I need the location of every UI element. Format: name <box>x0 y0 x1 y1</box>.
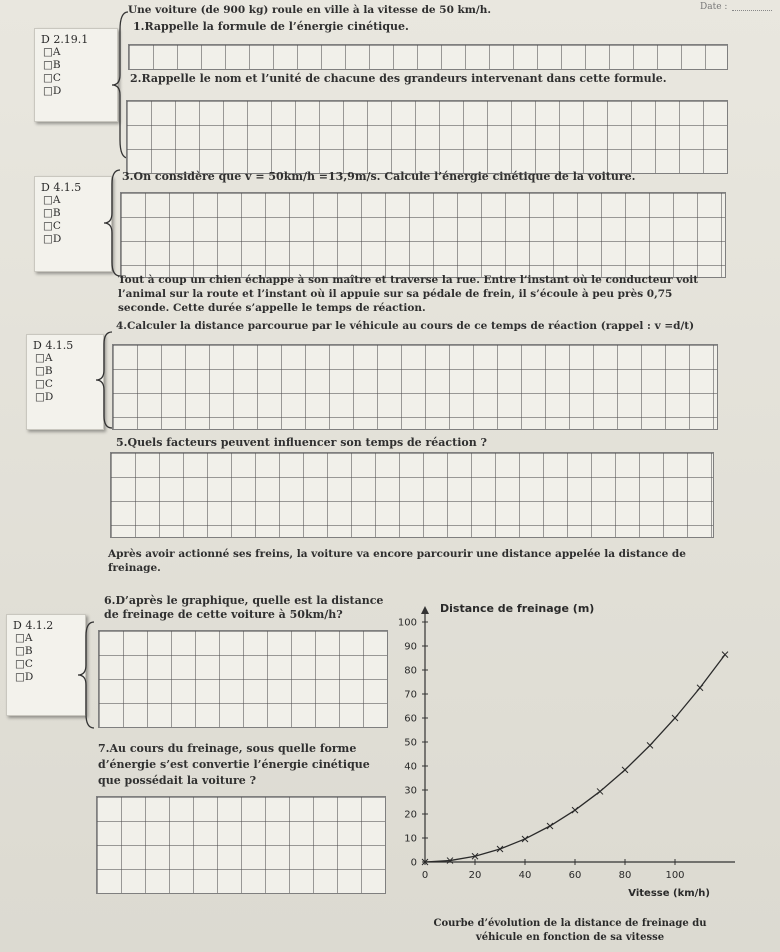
question-7-line-1: 7.Au cours du freinage, sous quelle forme <box>98 742 357 755</box>
y-tick-label: 50 <box>404 737 417 749</box>
data-point-marker <box>622 767 628 773</box>
question-5: 5.Quels facteurs peuvent influencer son temps de réaction ? <box>116 436 487 449</box>
data-point-marker <box>647 742 653 748</box>
checkbox-a[interactable]: □A <box>43 46 61 58</box>
paragraph-line-1: Tout à coup un chien échappe à son maître et traverse la rue. Entre l’instant où le conducteur voit <box>118 274 699 286</box>
checkbox-d[interactable]: □D <box>43 85 62 97</box>
skill-box-3 <box>26 334 104 430</box>
braking-curve <box>425 655 725 862</box>
question-7-line-3: que possédait la voiture ? <box>98 774 257 787</box>
y-tick-label: 0 <box>410 857 417 869</box>
y-tick-label: 60 <box>404 713 417 725</box>
paragraph-line-2: l’animal sur la route et l’instant où il appuie sur sa pédale de frein, il s’écoule à peu près 0,75 <box>118 288 673 300</box>
data-point-marker <box>572 807 578 813</box>
answer-grid-7[interactable] <box>96 796 386 894</box>
data-point-marker <box>547 823 553 829</box>
question-3: 3.On considère que v = 50km/h =13,9m/s. Calcule l’énergie cinétique de la voiture. <box>122 170 636 183</box>
x-tick-label: 80 <box>618 870 632 881</box>
brace-3 <box>94 330 116 430</box>
checkbox-c[interactable]: □C <box>43 220 61 232</box>
checkbox-a[interactable]: □A <box>35 352 53 364</box>
answer-grid-6[interactable] <box>98 630 388 728</box>
checkbox-d[interactable]: □D <box>35 391 54 403</box>
x-tick-label: 60 <box>568 870 582 881</box>
y-axis-arrow <box>421 606 429 614</box>
checkbox-b[interactable]: □B <box>15 645 33 657</box>
question-7-line-2: d’énergie s’est convertie l’énergie cinétique <box>98 758 370 771</box>
x-tick-label: 40 <box>518 870 532 881</box>
paragraph-line-4: Après avoir actionné ses freins, la voiture va encore parcourir une distance appelée la distance de <box>108 548 686 560</box>
checkbox-d[interactable]: □D <box>43 233 62 245</box>
braking-distance-chart <box>380 590 760 910</box>
answer-grid-1[interactable] <box>128 44 728 70</box>
checkbox-b[interactable]: □B <box>43 207 61 219</box>
skill-box-1 <box>34 28 118 122</box>
chart-series <box>422 652 728 865</box>
x-tick-label: 20 <box>468 870 482 881</box>
data-point-marker <box>697 685 703 691</box>
data-point-marker <box>522 836 528 842</box>
paragraph-line-3: seconde. Cette durée s’appelle le temps de réaction. <box>118 302 426 314</box>
y-tick-label: 30 <box>404 785 417 797</box>
chart-x-axis-label: Vitesse (km/h) <box>628 888 710 899</box>
skill-box-2 <box>34 176 112 272</box>
answer-grid-5[interactable] <box>110 452 714 538</box>
chart-caption-line-2: véhicule en fonction de sa vitesse <box>475 932 665 943</box>
brace-4 <box>76 620 98 730</box>
question-4: 4.Calculer la distance parcourue par le véhicule au cours de ce temps de réaction (rappel : v =d/t) <box>116 320 695 332</box>
chart-caption-line-1: Courbe d’évolution de la distance de freinage du <box>433 918 707 929</box>
answer-grid-2[interactable] <box>126 100 728 174</box>
chart-ticks <box>398 618 685 882</box>
paragraph-line-5: freinage. <box>108 562 161 574</box>
date-line <box>732 10 772 11</box>
skill-code: D 4.1.5 <box>33 339 74 352</box>
checkbox-b[interactable]: □B <box>43 59 61 71</box>
question-2: 2.Rappelle le nom et l’unité de chacune des grandeurs intervenant dans cette formule. <box>130 72 667 85</box>
data-point-marker <box>672 715 678 721</box>
intro-text: Une voiture (de 900 kg) roule en ville à la vitesse de 50 km/h. <box>128 4 492 16</box>
checkbox-c[interactable]: □C <box>15 658 33 670</box>
y-tick-label: 20 <box>404 809 417 821</box>
data-point-marker <box>597 788 603 794</box>
answer-grid-3[interactable] <box>120 192 726 278</box>
checkbox-a[interactable]: □A <box>43 194 61 206</box>
checkbox-a[interactable]: □A <box>15 632 33 644</box>
y-tick-label: 80 <box>404 665 417 677</box>
x-tick-label: 100 <box>665 870 685 881</box>
checkbox-c[interactable]: □C <box>35 378 53 390</box>
skill-box-4 <box>6 614 86 716</box>
question-6-line-1: 6.D’après le graphique, quelle est la distance <box>104 594 384 607</box>
skill-code: D 4.1.5 <box>41 181 82 194</box>
checkbox-d[interactable]: □D <box>15 671 34 683</box>
y-tick-label: 100 <box>397 617 417 629</box>
chart-title: Distance de freinage (m) <box>440 602 595 615</box>
x-tick-label: 0 <box>421 870 429 881</box>
y-tick-label: 10 <box>404 833 417 845</box>
checkbox-c[interactable]: □C <box>43 72 61 84</box>
question-1: 1.Rappelle la formule de l’énergie cinétique. <box>133 20 409 33</box>
y-tick-label: 40 <box>404 761 417 773</box>
checkbox-b[interactable]: □B <box>35 365 53 377</box>
answer-grid-4[interactable] <box>112 344 718 430</box>
brace-2 <box>102 168 124 278</box>
skill-code: D 2.19.1 <box>41 33 89 46</box>
date-label: Date : <box>700 2 728 12</box>
data-point-marker <box>722 652 728 658</box>
chart-axes <box>421 606 735 862</box>
y-tick-label: 90 <box>404 641 417 653</box>
question-6-line-2: de freinage de cette voiture à 50km/h? <box>104 608 343 621</box>
skill-code: D 4.1.2 <box>13 619 54 632</box>
y-tick-label: 70 <box>404 689 417 701</box>
